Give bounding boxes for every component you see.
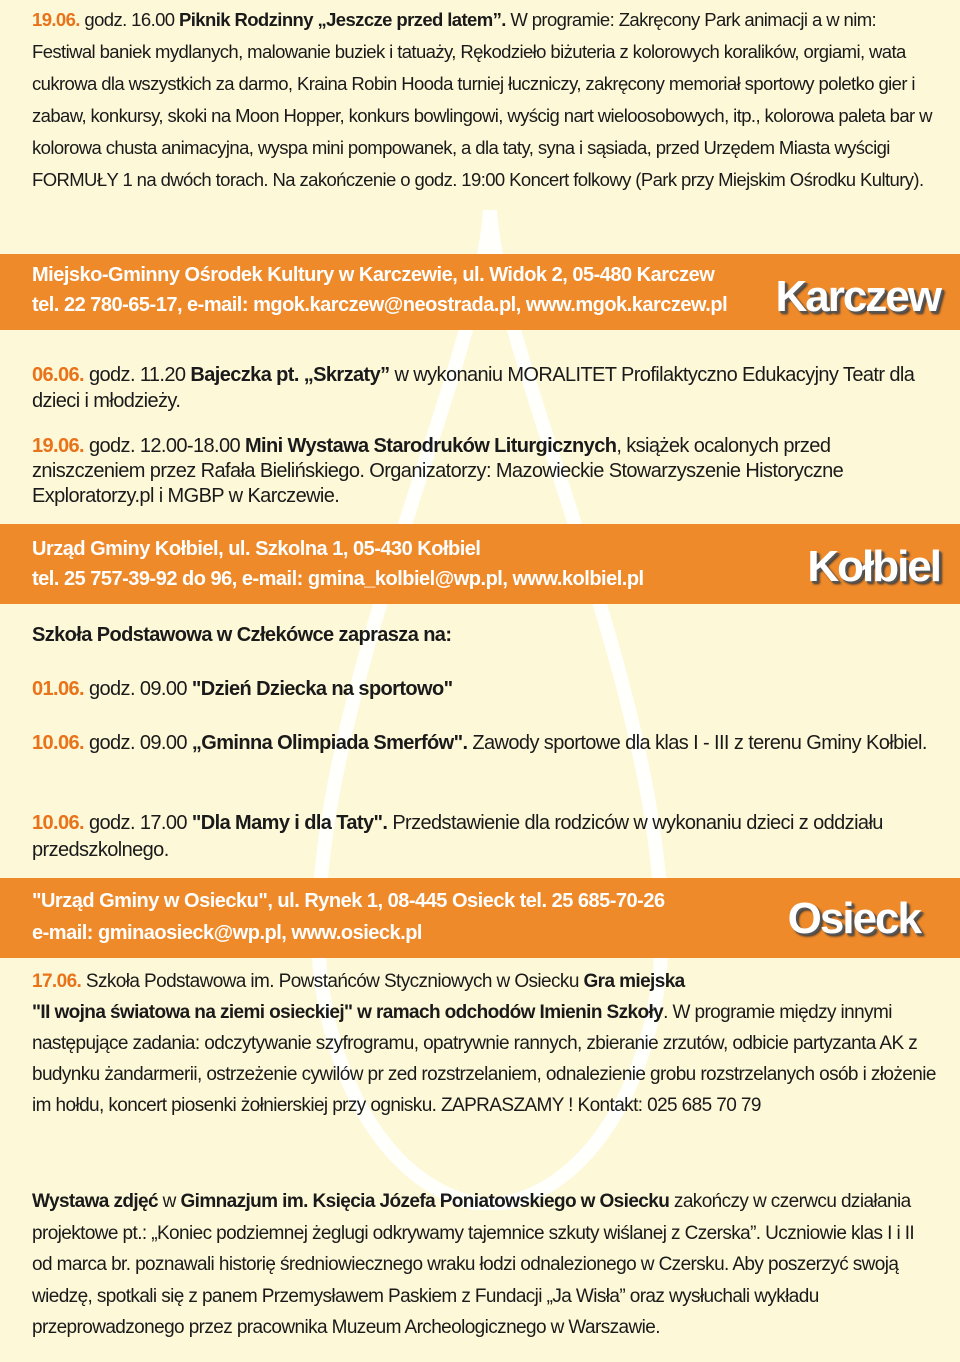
event-description: W programie: Zakręcony Park animacji a w nim: Festiwal baniek mydlanych, malowanie buziek i tatuaży, Rękodzieło biżuteria z kolorowych koralików, orgiami, wata cukrowa dla wszystkich za darmo, Kraina Robin Hooda turniej łuczniczy, zakręcony memoriał sportowy poletko gier i zabaw, konkursy, skoki na Moon Hopper, konkurs bowlingowi, wyścig nart wieloosobowych, itp., kolorowa paleta bar w kolorowa chusta animacyjna, wyspa mini pompowanek, a dla taty, syna i sąsiada, przed Urzędem Miasta wyścigi FORMUŁY 1 na dwóch torach. Na zakończenie o godz. 19:00 Koncert folkowy (Park przy Miejskim Ośrodku Kultury). — [32, 9, 932, 190]
event-venue: Gimnazjum im. Księcia Józefa Poniatowskiego w Osiecku — [180, 1191, 670, 1212]
event-title: Piknik Rodzinny „Jeszcze przed latem”. — [179, 9, 506, 30]
town-name-kolbiel: Kołbiel — [807, 542, 940, 591]
event-time: godz. 12.00-18.00 — [88, 435, 241, 457]
band-kolbiel-contact: tel. 25 757-39-92 do 96, e-mail: gmina_kolbiel@wp.pl, www.kolbiel.pl — [32, 568, 644, 590]
school-heading — [32, 620, 938, 650]
band-karczew-address: Miejsko-Gminny Ośrodek Kultury w Karczewie, ul. Widok 2, 05-480 Karczew — [32, 264, 715, 286]
event-description: zakończy w czerwcu działania projektowe pt.: „Koniec podziemnej żeglugi odkrywamy tajemnice szkuty wiślanej z Czerska”. Uczniowie klas I i II od marca br. poznawali historię średniowiecznego wraku łodzi odnalezionego w Czersku. Aby poszerzyć swoją wiedzę, spotkali się z panem Przemysławem Paskiem z Fundacji „Ja Wisła” oraz wysłuchali wykładu przeprowadzonego przez pracownika Muzeum Archeologicznego w Warszawie. — [32, 1191, 915, 1338]
event-description: , książek ocalonych przed zniszczeniem przez Rafała Bielińskiego. Organizatorzy: Mazowieckie Stowarzyszenie Historyczne Exploratorzy.pl i MGBP w Karczewie. — [32, 435, 844, 507]
event-time: godz. 11.20 — [88, 364, 186, 386]
event-description: W programie między innymi następujące zadania: odczytywanie szyfrogramu, opatrywnie rannych, zbieranie zrzutów, odbicie partyzanta AK z budynku żandarmerii, ostrzeżenie cywilów pr zed rozstrzelaniem, odnalezienie grobu rozstrzelanych osób i złożenie im hołdu, koncert piosenki żołnierskiej przy ognisku. ZAPRASZAMY ! Kontakt: 025 685 70 79 — [32, 1002, 936, 1116]
event-piknik-rodzinny — [32, 4, 938, 196]
event-date: 06.06. — [32, 364, 85, 386]
event-time: godz. 16.00 — [84, 9, 175, 30]
town-name-osieck: Osieck — [787, 894, 920, 943]
event-title: „Gminna Olimpiada Smerfów". — [191, 732, 468, 754]
event-title: Wystawa zdjęć — [32, 1191, 158, 1212]
event-date: 01.06. — [32, 678, 85, 700]
event-time: godz. 09.00 — [88, 732, 187, 754]
event-subtitle-dot: . — [663, 1002, 668, 1023]
event-time: godz. 17.00 — [88, 812, 187, 834]
event-title: Mini Wystawa Starodruków Liturgicznych — [245, 435, 617, 457]
event-time: godz. 09.00 — [88, 678, 187, 700]
event-dla-mamy-i-taty — [32, 810, 938, 864]
school-heading-text: Szkoła Podstawowa w Człekówce zaprasza na: — [32, 624, 452, 646]
band-karczew-contact: tel. 22 780-65-17, e-mail: mgok.karczew@neostrada.pl, www.mgok.karczew.pl — [32, 294, 728, 316]
event-date: 19.06. — [32, 435, 85, 457]
event-date: 10.06. — [32, 812, 85, 834]
event-wystawa-zdjec — [32, 1186, 938, 1344]
event-dzien-dziecka — [32, 674, 938, 704]
event-date: 19.06. — [32, 9, 80, 30]
event-gra-miejska — [32, 966, 938, 1121]
event-title: "Dzień Dziecka na sportowo" — [191, 678, 453, 700]
event-date: 17.06. — [32, 971, 82, 992]
event-description: Przedstawienie dla rodziców w wykonaniu dzieci z oddziału przedszkolnego. — [32, 812, 883, 861]
band-kolbiel-address: Urząd Gminy Kołbiel, ul. Szkolna 1, 05-430 Kołbiel — [32, 538, 481, 560]
band-osieck — [0, 878, 960, 958]
event-title: Gra miejska — [583, 971, 685, 992]
band-osieck-address: "Urząd Gminy w Osiecku", ul. Rynek 1, 08-445 Osieck tel. 25 685-70-26 — [32, 890, 665, 912]
event-subtitle: "II wojna światowa na ziemi osieckiej" w ramach odchodów Imienin Szkoły — [32, 1002, 664, 1023]
band-karczew — [0, 254, 960, 330]
event-bajeczka-skrzaty — [32, 362, 938, 414]
event-wystawa-starodrukow — [32, 434, 938, 509]
band-kolbiel — [0, 524, 960, 604]
event-organizer: Szkoła Podstawowa im. Powstańców Styczniowych w Osiecku — [85, 971, 579, 992]
event-description: w wykonaniu MORALITET Profilaktyczno Edukacyjny Teatr dla dzieci i młodzieży. — [32, 364, 915, 412]
event-title: "Dla Mamy i dla Taty". — [191, 812, 388, 834]
event-description: Zawody sportowe dla klas I - III z terenu Gminy Kołbiel. — [472, 732, 927, 754]
event-olimpiada-smerfow — [32, 730, 938, 757]
band-osieck-contact: e-mail: gminaosieck@wp.pl, www.osieck.pl — [32, 922, 422, 944]
event-date: 10.06. — [32, 732, 85, 754]
event-title: Bajeczka pt. „Skrzaty” — [190, 364, 390, 386]
event-connector: w — [162, 1191, 176, 1212]
town-name-karczew: Karczew — [775, 272, 940, 321]
